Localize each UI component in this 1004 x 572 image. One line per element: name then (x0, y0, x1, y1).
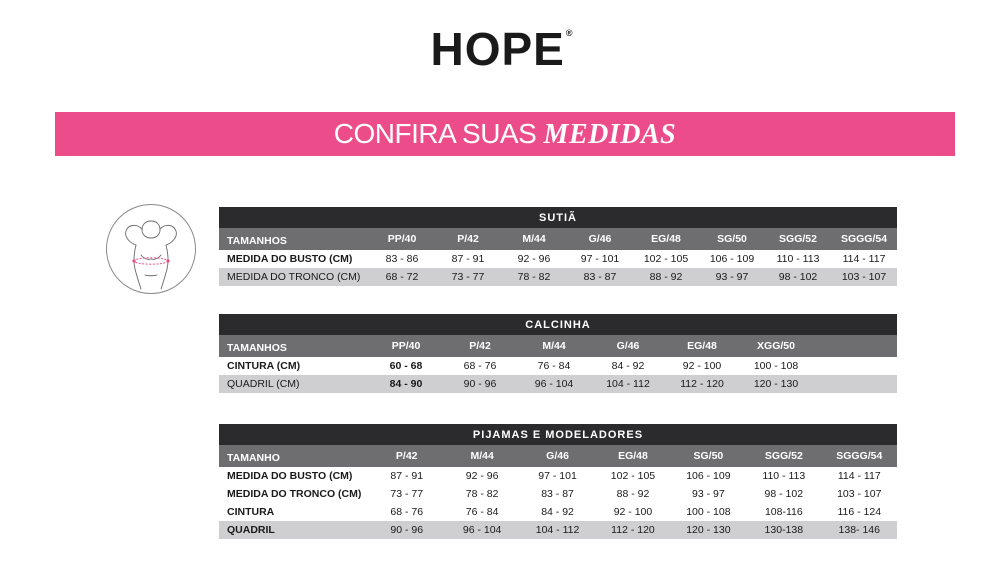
table-cell: 110 - 113 (765, 250, 831, 268)
table-cell: 83 - 87 (520, 485, 595, 503)
table-cell: 96 - 104 (517, 375, 591, 393)
measure-banner (55, 112, 955, 156)
size-header: P/42 (435, 228, 501, 250)
table-cell: 120 - 130 (739, 375, 813, 393)
table-cell: 68 - 76 (369, 503, 444, 521)
row-label: CINTURA (219, 503, 369, 521)
body-measure-icon (105, 203, 197, 295)
size-header: G/46 (591, 335, 665, 357)
table-cell: 90 - 96 (369, 521, 444, 539)
banner-title (55, 112, 955, 156)
table-cell: 88 - 92 (595, 485, 670, 503)
table-cell: 83 - 86 (369, 250, 435, 268)
table-cell: 92 - 96 (444, 467, 519, 485)
table-row (219, 357, 897, 375)
table-cell: 108-116 (746, 503, 821, 521)
bra-size-table (219, 207, 897, 286)
table-cell: 130-138 (746, 521, 821, 539)
table-cell: 78 - 82 (501, 268, 567, 286)
table-cell: 104 - 112 (520, 521, 595, 539)
table-cell: 112 - 120 (595, 521, 670, 539)
size-header: SG/50 (699, 228, 765, 250)
size-header: G/46 (567, 228, 633, 250)
table-cell: 78 - 82 (444, 485, 519, 503)
table-title: SUTIÃ (219, 207, 897, 228)
table-cell: 87 - 91 (435, 250, 501, 268)
empty-cell (813, 357, 897, 375)
table-row (219, 485, 897, 503)
table-cell: 97 - 101 (520, 467, 595, 485)
table-cell: 102 - 105 (633, 250, 699, 268)
table-cell: 100 - 108 (671, 503, 746, 521)
row-label: MEDIDA DO BUSTO (CM) (219, 250, 369, 268)
registered-mark: ® (565, 28, 574, 38)
brand-logo-text: HOPE (430, 23, 565, 75)
header-label: TAMANHOS (219, 335, 369, 357)
table-cell: 102 - 105 (595, 467, 670, 485)
banner-title-light: CONFIRA SUAS (333, 118, 544, 149)
table-row (219, 503, 897, 521)
table-cell: 116 - 124 (822, 503, 897, 521)
table-cell: 88 - 92 (633, 268, 699, 286)
table-cell: 60 - 68 (369, 357, 443, 375)
table-cell: 68 - 72 (369, 268, 435, 286)
table-cell: 110 - 113 (746, 467, 821, 485)
size-header: EG/48 (633, 228, 699, 250)
table-cell: 68 - 76 (443, 357, 517, 375)
size-header: EG/48 (595, 445, 670, 467)
banner-title-bold: MEDIDAS (543, 119, 677, 150)
table-cell: 97 - 101 (567, 250, 633, 268)
table-cell: 114 - 117 (822, 467, 897, 485)
table-cell: 114 - 117 (831, 250, 897, 268)
size-header: SGGG/54 (822, 445, 897, 467)
empty-cell (813, 335, 897, 357)
table-cell: 84 - 92 (520, 503, 595, 521)
table-cell: 76 - 84 (444, 503, 519, 521)
empty-cell (813, 375, 897, 393)
size-header: PP/40 (369, 335, 443, 357)
table-cell: 138- 146 (822, 521, 897, 539)
row-label: MEDIDA DO TRONCO (CM) (219, 268, 369, 286)
row-label: QUADRIL (219, 521, 369, 539)
table-cell: 103 - 107 (822, 485, 897, 503)
table-cell: 120 - 130 (671, 521, 746, 539)
row-label: QUADRIL (CM) (219, 375, 369, 393)
table-cell: 83 - 87 (567, 268, 633, 286)
table-cell: 104 - 112 (591, 375, 665, 393)
table-cell: 106 - 109 (671, 467, 746, 485)
table-cell: 92 - 100 (665, 357, 739, 375)
row-label: MEDIDA DO BUSTO (CM) (219, 467, 369, 485)
size-header: P/42 (443, 335, 517, 357)
size-header: SGGG/54 (831, 228, 897, 250)
size-header: M/44 (444, 445, 519, 467)
table-cell: 90 - 96 (443, 375, 517, 393)
table-cell: 84 - 92 (591, 357, 665, 375)
table-row (219, 268, 897, 286)
size-header: XGG/50 (739, 335, 813, 357)
panty-size-table (219, 314, 897, 393)
table-row (219, 521, 897, 539)
table-row (219, 375, 897, 393)
table-cell: 76 - 84 (517, 357, 591, 375)
table-cell: 106 - 109 (699, 250, 765, 268)
size-header: M/44 (501, 228, 567, 250)
table-cell: 100 - 108 (739, 357, 813, 375)
size-header: G/46 (520, 445, 595, 467)
table-cell: 84 - 90 (369, 375, 443, 393)
table-cell: 73 - 77 (369, 485, 444, 503)
size-header: PP/40 (369, 228, 435, 250)
table-title: PIJAMAS E MODELADORES (219, 424, 897, 445)
table-cell: 92 - 96 (501, 250, 567, 268)
table-cell: 73 - 77 (435, 268, 501, 286)
table-title: CALCINHA (219, 314, 897, 335)
size-header: SGG/52 (746, 445, 821, 467)
table-cell: 98 - 102 (746, 485, 821, 503)
row-label: MEDIDA DO TRONCO (CM) (219, 485, 369, 503)
table-cell: 96 - 104 (444, 521, 519, 539)
header-label: TAMANHOS (219, 228, 369, 250)
size-header: SGG/52 (765, 228, 831, 250)
pajamas-shapewear-size-table (219, 424, 897, 539)
header-label: TAMANHO (219, 445, 369, 467)
size-header: P/42 (369, 445, 444, 467)
table-cell: 93 - 97 (699, 268, 765, 286)
table-cell: 112 - 120 (665, 375, 739, 393)
size-header: M/44 (517, 335, 591, 357)
row-label: CINTURA (CM) (219, 357, 369, 375)
table-row (219, 467, 897, 485)
table-cell: 92 - 100 (595, 503, 670, 521)
size-header: SG/50 (671, 445, 746, 467)
table-cell: 87 - 91 (369, 467, 444, 485)
table-cell: 93 - 97 (671, 485, 746, 503)
size-header: EG/48 (665, 335, 739, 357)
table-cell: 98 - 102 (765, 268, 831, 286)
table-cell: 103 - 107 (831, 268, 897, 286)
table-row (219, 250, 897, 268)
brand-logo (0, 22, 1004, 76)
